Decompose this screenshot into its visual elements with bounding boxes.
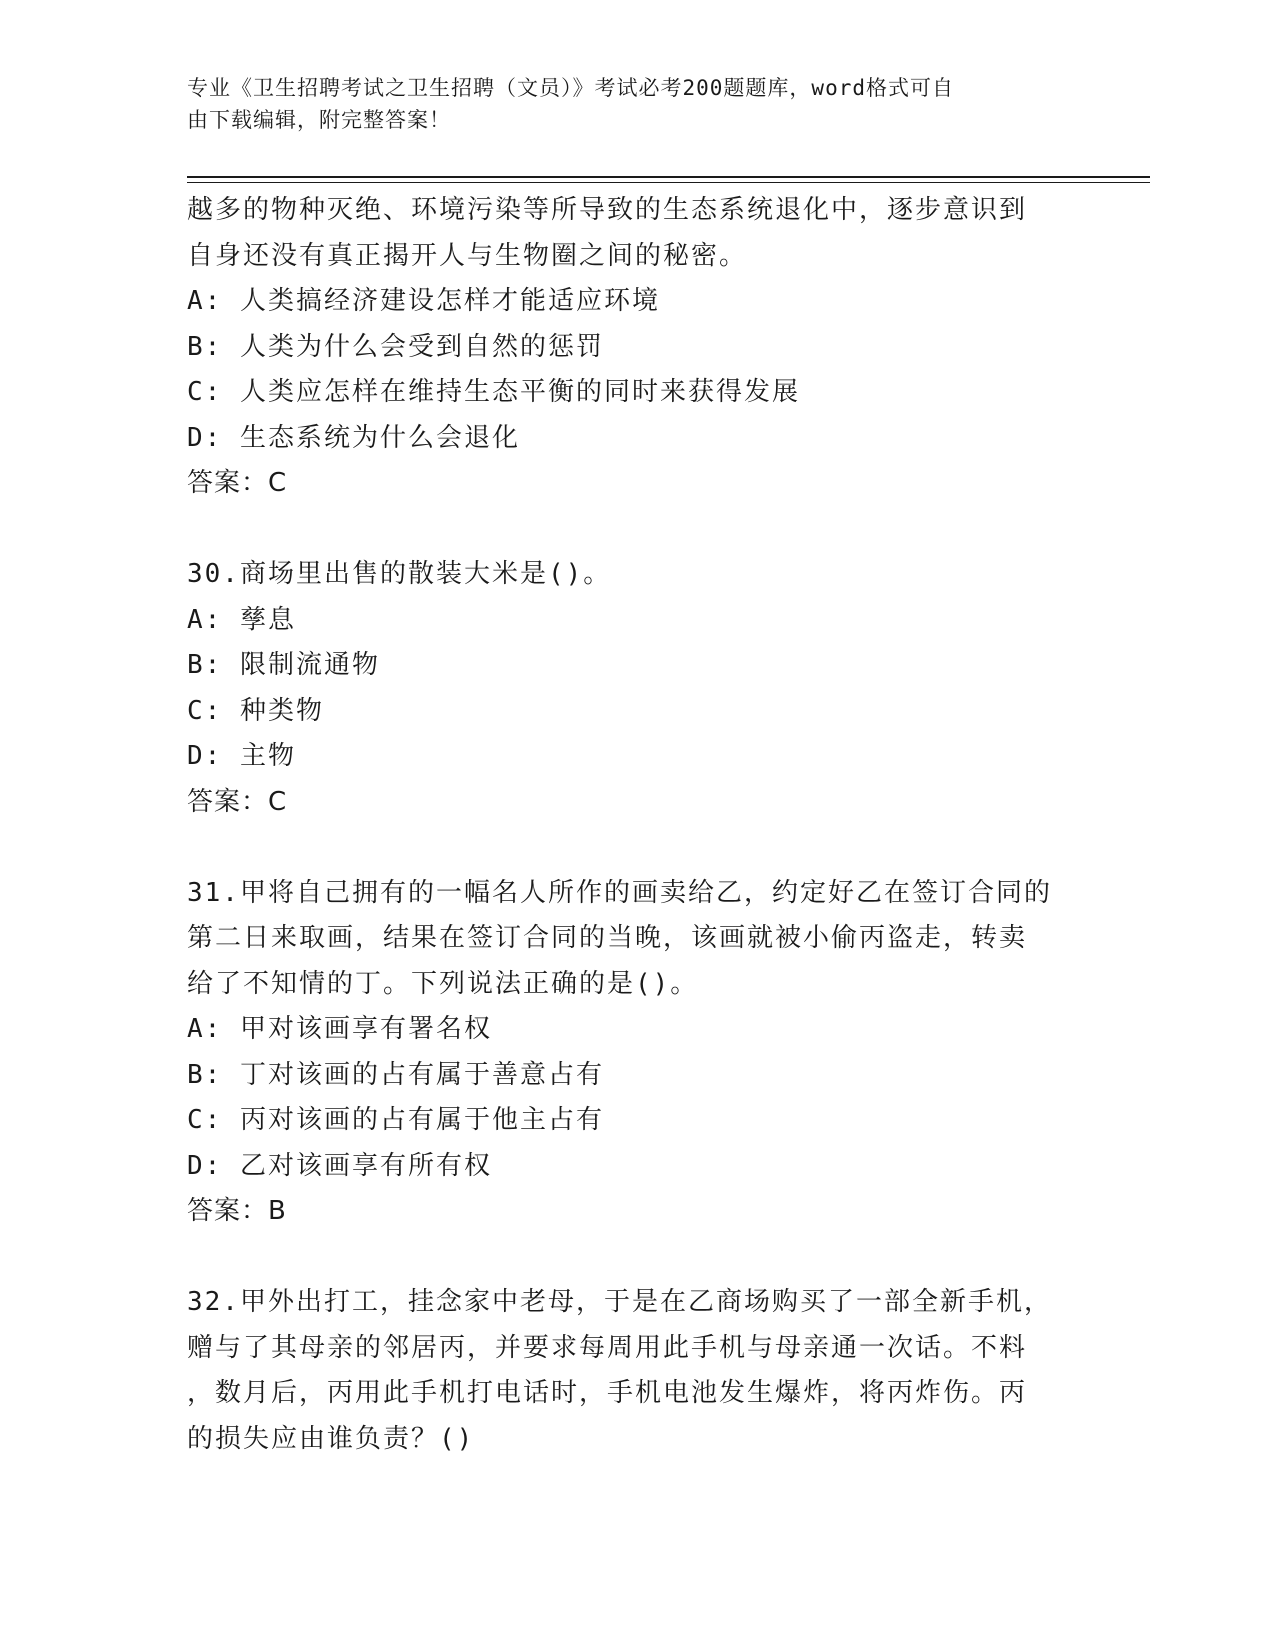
question-text-line: 赠与了其母亲的邻居丙，并要求每周用此手机与母亲通一次话。不料 [187, 1332, 1028, 1363]
option-a: A: 人类搞经济建设怎样才能适应环境 [187, 286, 660, 316]
answer-label: 答案：C [187, 786, 288, 817]
question-32 [187, 1280, 1087, 1462]
header-rule-thin [187, 182, 1150, 183]
question-text-line: 越多的物种灭绝、环境污染等所导致的生态系统退化中，逐步意识到 [187, 195, 1028, 225]
question-text-line: 31.甲将自己拥有的一幅名人所作的画卖给乙，约定好乙在签订合同的 [187, 877, 1052, 908]
header-title-line-1: 专业《卫生招聘考试之卫生招聘（文员）》考试必考200题题库，word格式可自 [187, 76, 954, 100]
option-c: C: 人类应怎样在维持生态平衡的同时来获得发展 [187, 377, 800, 407]
question-text-line: ，数月后，丙用此手机打电话时，手机电池发生爆炸，将丙炸伤。丙 [187, 1378, 1028, 1408]
option-d: D: 主物 [187, 741, 296, 771]
question-continued [187, 188, 1087, 507]
answer-label: 答案：B [187, 1196, 287, 1226]
question-31 [187, 871, 1087, 1235]
option-b: B: 丁对该画的占有属于善意占有 [187, 1059, 604, 1090]
question-text-line: 第二日来取画，结果在签订合同的当晚，该画就被小偷丙盗走，转卖 [187, 923, 1028, 953]
spacer [187, 1235, 1087, 1281]
option-c: C: 种类物 [187, 695, 324, 726]
spacer [187, 825, 1087, 871]
question-text-line: 给了不知情的丁。下列说法正确的是()。 [187, 968, 699, 999]
option-b: B: 限制流通物 [187, 650, 380, 680]
question-text-line: 32.甲外出打工，挂念家中老母，于是在乙商场购买了一部全新手机， [187, 1287, 1052, 1317]
spacer [187, 507, 1087, 553]
document-content [187, 188, 1087, 1462]
option-a: A: 甲对该画享有署名权 [187, 1014, 492, 1044]
header-rule-thick [187, 176, 1150, 178]
option-b: B: 人类为什么会受到自然的惩罚 [187, 331, 604, 362]
option-a: A: 孳息 [187, 604, 296, 635]
option-d: D: 生态系统为什么会退化 [187, 422, 520, 453]
header-title-line-2: 由下载编辑，附完整答案！ [187, 108, 451, 132]
question-text-line: 30.商场里出售的散装大米是()。 [187, 559, 612, 589]
question-30 [187, 552, 1087, 825]
question-text-line: 的损失应由谁负责？() [187, 1423, 475, 1454]
answer-label: 答案：C [187, 468, 288, 498]
question-text-line: 自身还没有真正揭开人与生物圈之间的秘密。 [187, 240, 748, 271]
option-d: D: 乙对该画享有所有权 [187, 1150, 492, 1181]
document-header [187, 72, 1067, 136]
option-c: C: 丙对该画的占有属于他主占有 [187, 1105, 604, 1135]
